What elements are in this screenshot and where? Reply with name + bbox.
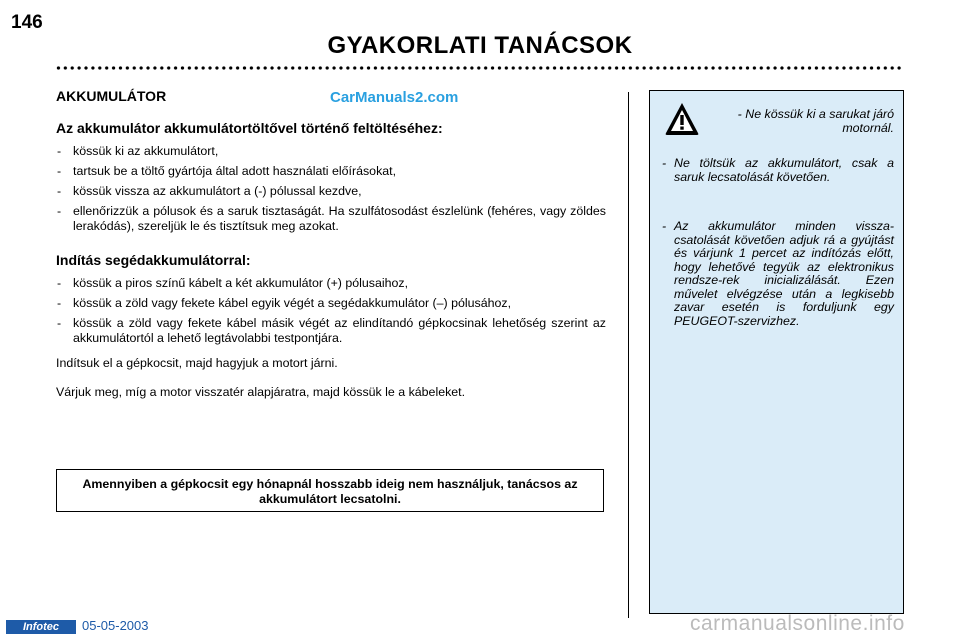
- jump-start-steps: [56, 276, 606, 346]
- list-item: - kössük vissza az akkumulátort a (-) pólussal kezdve,: [56, 184, 606, 199]
- list-item: - tartsuk be a töltő gyártója által adott használati előírásokat,: [56, 164, 606, 179]
- warning-text: Az akkumulátor minden vissza-csatolását követően adjuk rá a gyújtást és várjunk 1 percet az indítózás előtt, hogy lehetővé tegyük az elektronikus rendsze-rek inicializálását. Ezen művelet elvégzése után a legkisebb zavar esetén is forduljunk egy PEUGEOT-szervizhez.: [674, 219, 894, 328]
- warning-item: - Az akkumulátor minden vissza-csatolását követően adjuk rá a gyújtást és várjunk 1 percet az indítózás előtt, hogy lehetővé tegyük az elektronikus rendsze-rek inicializálását. Ezen művelet elvégzése után a legkisebb zavar esetén is forduljunk egy PEUGEOT-szervizhez.: [662, 219, 894, 328]
- jump-start-heading: Indítás segédakkumulátorral:: [56, 252, 251, 268]
- storage-note-box: [56, 469, 604, 512]
- list-item: - kössük a zöld vagy fekete kábel egyik végét a segédakkumulátor (–) pólusához,: [56, 296, 606, 311]
- battery-section: [56, 88, 606, 414]
- warning-triangle-icon: [664, 101, 700, 137]
- warning-item: - Ne töltsük az akkumulátort, csak a saruk lecsatolását követően.: [662, 156, 894, 184]
- list-item: - kössük ki az akkumulátort,: [56, 144, 606, 159]
- dotted-divider: [55, 66, 903, 70]
- list-item: - kössük a piros színű kábelt a két akkumulátor (+) pólusaihoz,: [56, 276, 606, 291]
- paragraph: Indítsuk el a gépkocsit, majd hagyjuk a motort járni.: [56, 356, 338, 370]
- paragraph: Várjuk meg, míg a motor visszatér alapjáratra, majd kössük le a kábeleket.: [56, 385, 466, 399]
- list-item: - ellenőrizzük a pólusok és a saruk tisztaságát. Ha szulfátosodást észlelünk (fehéres, vagy zöldes lerakódás), szereljük le és tisztítsuk meg azokat.: [56, 204, 606, 234]
- warning-text: Ne kössük ki a sarukat járó motornál.: [745, 107, 894, 135]
- infotec-badge: Infotec: [6, 620, 76, 634]
- charging-steps: [56, 144, 606, 234]
- charging-heading: Az akkumulátor akkumulátortöltővel történő feltöltéséhez:: [56, 120, 443, 136]
- warning-text: Ne töltsük az akkumulátort, csak a saruk lecsatolását követően.: [674, 156, 894, 184]
- list-item: - kössük a zöld vagy fekete kábel másik végét az elindítandó gépkocsinak lehetőség szerint az akkumulátortól a lehető legtávolabbi testpontjára.: [56, 316, 606, 346]
- watermark-text: CarManuals2.com: [330, 89, 459, 106]
- print-date: 05-05-2003: [82, 618, 149, 633]
- column-divider: [628, 92, 629, 618]
- page-title: GYAKORLATI TANÁCSOK: [327, 32, 633, 59]
- warning-panel: [649, 90, 904, 614]
- site-watermark: carmanualsonline.info: [690, 612, 905, 635]
- storage-note-text: Amennyiben a gépkocsit egy hónapnál hosszabb ideig nem használjuk, tanácsos az akkumulátort lecsatolni.: [82, 477, 578, 506]
- section-heading: AKKUMULÁTOR: [56, 88, 167, 104]
- warning-item: - Ne kössük ki a sarukat járó motornál.: [737, 107, 894, 135]
- page-number: 146: [11, 12, 43, 33]
